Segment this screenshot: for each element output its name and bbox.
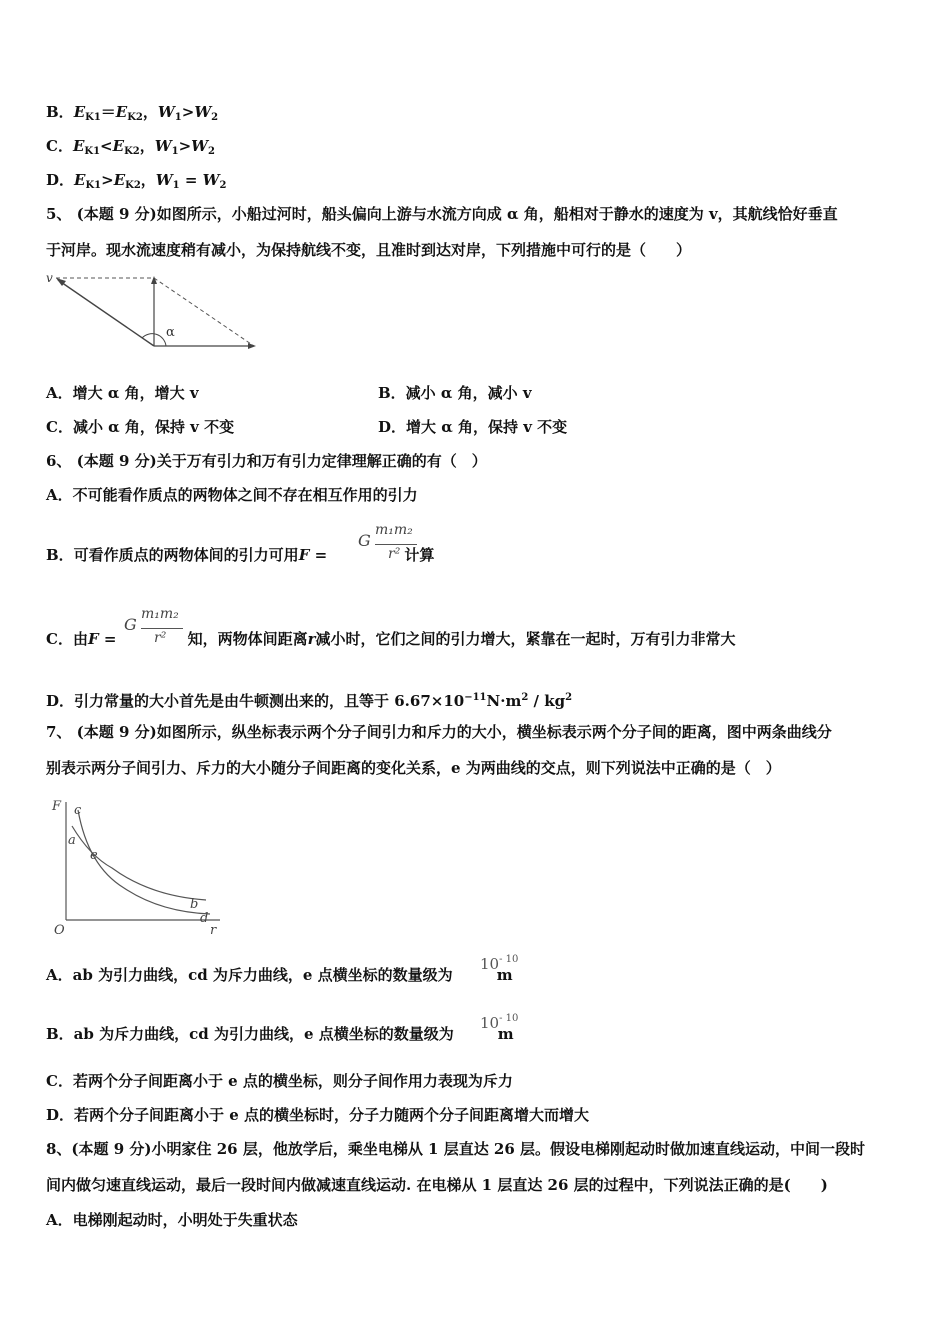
- q4-option-d: D．$E_{K1}>E_{K2}$，$W_1 = W_2$: [46, 171, 227, 191]
- q5-fig-label-v: v: [46, 271, 53, 285]
- q7-power-b: $10^{- 10}$: [480, 1013, 519, 1032]
- q7-molecular-force-graph: [50, 796, 225, 944]
- q6-option-b: B．可看作质点的两物体间的引力可用F = 计算: [46, 546, 435, 564]
- q7-fig-label-c: c: [74, 803, 82, 818]
- q7-fig-label-f: F: [52, 799, 62, 814]
- q7-option-d: D．若两个分子间距离小于 e 点的横坐标时，分子力随两个分子间距离增大而增大: [46, 1106, 589, 1124]
- q7-fig-label-a: a: [68, 833, 76, 848]
- q6-stem: 6、 (本题 9 分)关于万有引力和万有引力定律理解正确的有（ ）: [46, 452, 487, 470]
- q7-fig-label-e: e: [90, 848, 98, 863]
- q5-fig-label-alpha: α: [166, 325, 175, 340]
- q5-option-d: D．增大 α 角，保持 v 不变: [378, 418, 568, 436]
- q5-boat-velocity-diagram: [44, 268, 264, 354]
- q5-option-a: A．增大 α 角，增大 v: [46, 384, 199, 402]
- q7-fig-label-o: O: [54, 923, 65, 938]
- q8-stem-line1: 8、(本题 9 分)小明家住 26 层，他放学后，乘坐电梯从 1 层直达 26 层。假设电梯刚起动时做加速直线运动，中间一段时: [46, 1140, 866, 1158]
- q7-fig-label-d: d: [200, 911, 209, 926]
- q7-stem-line2: 别表示两分子间引力、斥力的大小随分子间距离的变化关系，e 为两曲线的交点，则下列说法中正确的是（ ）: [46, 759, 781, 777]
- q5-stem-line1: 5、 (本题 9 分)如图所示，小船过河时，船头偏向上游与水流方向成 α 角，船相对于静水的速度为 v，其航线恰好垂直: [46, 205, 838, 223]
- q7-fig-label-b: b: [190, 897, 199, 912]
- q7-stem-line1: 7、 (本题 9 分)如图所示，纵坐标表示两个分子间引力和斥力的大小，横坐标表示两个分子间的距离，图中两条曲线分: [46, 723, 832, 741]
- q7-option-b: B．ab 为斥力曲线，cd 为引力曲线，e 点横坐标的数量级为 m: [46, 1025, 514, 1043]
- q5-stem-line2: 于河岸。现水流速度稍有减小，为保持航线不变，且准时到达对岸，下列措施中可行的是（ ）: [46, 241, 692, 259]
- q7-power-a: $10^{- 10}$: [480, 954, 519, 973]
- q5-option-b: B．减小 α 角，减小 v: [378, 384, 532, 402]
- q4-option-b: B．$E_{K1}=E_{K2}$，$W_1>W_2$: [46, 103, 219, 123]
- q7-option-a: A．ab 为引力曲线，cd 为斥力曲线，e 点横坐标的数量级为 m: [46, 966, 513, 984]
- q8-option-a: A．电梯刚起动时，小明处于失重状态: [46, 1211, 298, 1229]
- q7-fig-label-r: r: [210, 923, 217, 938]
- q6-option-c: C．由F = 知，两物体间距离r减小时，它们之间的引力增大，紧靠在一起时，万有引力非常大: [46, 630, 736, 648]
- q8-stem-line2: 间内做匀速直线运动，最后一段时间内做减速直线运动. 在电梯从 1 层直达 26 层的过程中，下列说法正确的是( ): [46, 1176, 828, 1194]
- q6-option-a: A．不可能看作质点的两物体之间不存在相互作用的引力: [46, 486, 418, 504]
- q4-option-c: C．$E_{K1}<E_{K2}$，$W_1>W_2$: [46, 137, 215, 157]
- q7-option-c: C．若两个分子间距离小于 e 点的横坐标，则分子间作用力表现为斥力: [46, 1072, 513, 1090]
- q6-option-d: D．引力常量的大小首先是由牛顿测出来的，且等于 $6.67\times 10^{-11}N\cdot m^2 / kg^2$: [46, 692, 573, 710]
- q6-formula-b: G m₁m₂ r²: [358, 522, 420, 568]
- q6-formula-c: G m₁m₂ r²: [124, 606, 186, 652]
- q5-option-c: C．减小 α 角，保持 v 不变: [46, 418, 235, 436]
